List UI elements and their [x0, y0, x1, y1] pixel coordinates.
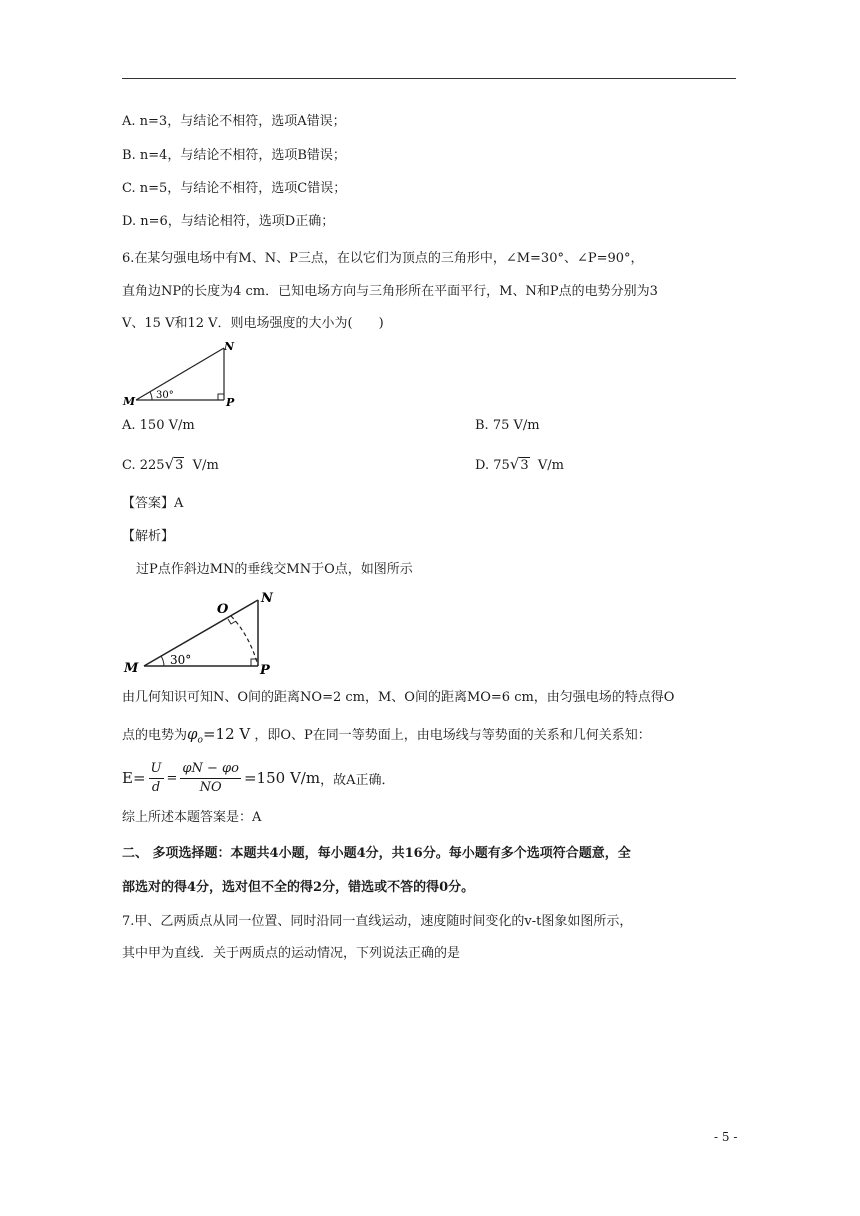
section2-heading-line1: 二、 多项选择题：本题共4小题，每小题4分，共16分。每小题有多个选项符合题意，全 [122, 846, 631, 861]
triangle-figure-1 [120, 338, 240, 410]
fig1-label-n: N [224, 340, 235, 353]
q6-answer: 【答案】A [122, 496, 184, 511]
sqrt-symbol-d: √3 [509, 455, 529, 473]
fig1-angle: 30° [156, 390, 174, 401]
fig2-label-m: M [124, 661, 139, 676]
q6-analysis-heading: 【解析】 [122, 529, 175, 544]
section2-heading-line2: 部选对的得4分，选对但不全的得2分，错选或不答的得0分。 [122, 880, 475, 895]
option-d-q5-text: D. n=6，与结论相符，选项D正确； [122, 214, 335, 229]
sqrt-symbol-c: √3 [164, 455, 184, 473]
q7-stem-line1: 7.甲、乙两质点从同一位置、同时沿同一直线运动，速度随时间变化的v-t图象如图所示， [122, 914, 633, 929]
option-b-q5-text: B. n=4，与结论不相符，选项B错误； [122, 148, 346, 163]
option-a-q5-text: A. n=3，与结论不相符，选项A错误； [122, 114, 346, 129]
q6-choice-c: C. 225√3 V/m [122, 454, 219, 476]
page-number: - 5 - [714, 1130, 738, 1144]
q6-analysis-line1: 过P点作斜边MN的垂线交MN于O点，如图所示 [136, 562, 413, 577]
fig2-label-n: N [261, 591, 273, 606]
q7-stem-line2: 其中甲为直线．关于两质点的运动情况，下列说法正确的是 [122, 946, 461, 961]
fig1-label-m: M [123, 395, 136, 408]
fig2-label-o: O [217, 602, 229, 617]
q6-choice-b: B. 75 V/m [475, 418, 540, 433]
fraction-u-over-d: $\frac{U}{d}$ [150, 760, 162, 795]
fig2-angle: 30° [170, 653, 192, 667]
q6-analysis-line3: 点的电势为$\varphi_o=12$ V ，即O、P在同一等势面上，由电场线与等势面的关系和几何关系知： [122, 725, 651, 746]
q6-choice-a: A. 150 V/m [122, 418, 195, 433]
header-rule [122, 78, 736, 79]
q6-stem-line1: 6.在某匀强电场中有M、N、P三点，在以它们为顶点的三角形中，∠M=30°、∠P=90°， [122, 251, 644, 266]
q6-analysis-line2: 由几何知识可知N、O间的距离NO=2 cm，M、O间的距离MO=6 cm，由匀强电场的特点得O [122, 690, 675, 705]
fraction-potential-over-no: $\frac{\varphi N - \varphi o}{NO}$ [182, 760, 239, 795]
q6-stem-line3: V、15 V和12 V．则电场强度的大小为( ) [122, 316, 384, 331]
q6-choice-d: D. 75√3 V/m [475, 454, 564, 476]
triangle-figure-2 [120, 588, 280, 678]
fig2-label-p: P [260, 663, 270, 678]
option-c-q5-text: C. n=5，与结论不相符，选项C错误； [122, 181, 347, 196]
q6-stem-line2: 直角边NP的长度为4 cm．已知电场方向与三角形所在平面平行，M、N和P点的电势分别为3 [122, 284, 658, 299]
field-strength-formula: E= $\frac{U}{d}$ = $\frac{\varphi N - \varphi o}{NO}$ =150 V/m ，故A正确． [122, 760, 395, 795]
fig1-label-p: P [226, 396, 235, 409]
q6-summary: 综上所述本题答案是：A [122, 810, 262, 825]
